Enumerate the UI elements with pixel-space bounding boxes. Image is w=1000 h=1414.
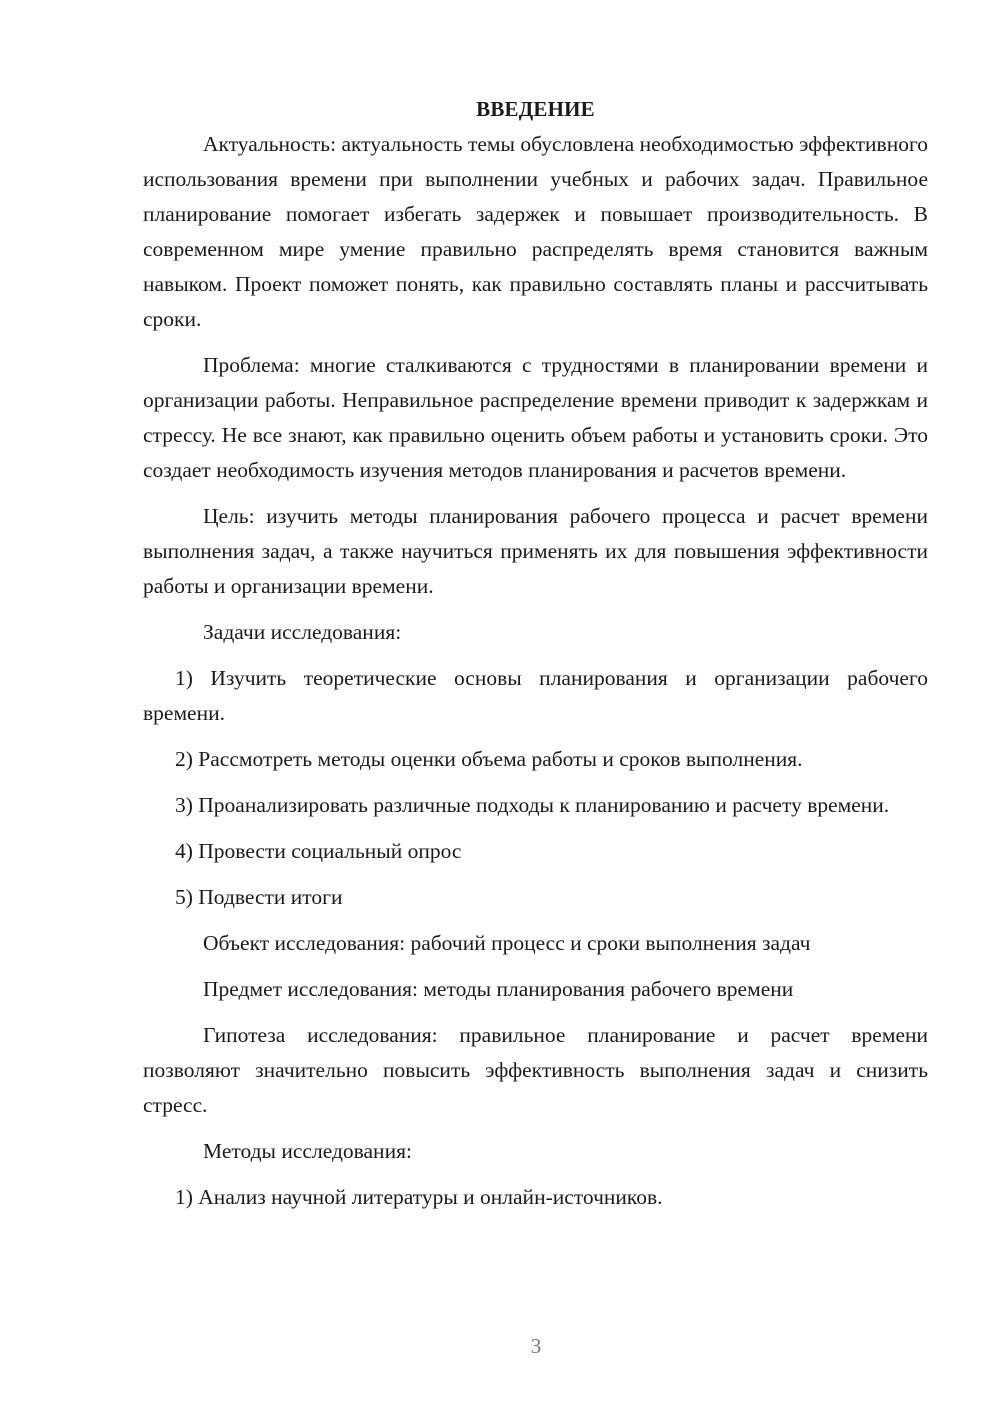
task-item-2: 2) Рассмотреть методы оценки объема работы и сроков выполнения. [175, 747, 803, 771]
problem-paragraph: Проблема: многие сталкиваются с трудностями в планировании времени и организации работы. Неправильное распределение времени приводит к задержкам и стрессу. Не все знают, как правильно оценить объем работы и установить сроки. Это создает необходимость изучения методов планирования и расчетов времени. [143, 353, 928, 482]
hypothesis-paragraph: Гипотеза исследования: правильное планирование и расчет времени позволяют значительно повысить эффективность выполнения задач и снизить стресс. [143, 1023, 928, 1117]
tasks-heading: Задачи исследования: [203, 620, 402, 644]
task-item-1: 1) Изучить теоретические основы планирования и организации рабочего времени. [143, 666, 928, 725]
subject-paragraph: Предмет исследования: методы планирования рабочего времени [203, 977, 794, 1001]
section-title: ВВЕДЕНИЕ [476, 97, 595, 121]
page-content [143, 92, 928, 1215]
task-item-5: 5) Подвести итоги [175, 885, 343, 909]
method-item-1: 1) Анализ научной литературы и онлайн-источников. [175, 1185, 663, 1209]
page-number: 3 [530, 1334, 542, 1358]
goal-paragraph: Цель: изучить методы планирования рабочего процесса и расчет времени выполнения задач, а также научиться применять их для повышения эффективности работы и организации времени. [143, 504, 928, 598]
object-paragraph: Объект исследования: рабочий процесс и сроки выполнения задач [203, 931, 811, 955]
relevance-paragraph: Актуальность: актуальность темы обусловлена необходимостью эффективного использования времени при выполнении учебных и рабочих задач. Правильное планирование помогает избегать задержек и повышает производительность. В современном мире умение правильно распределять время становится важным навыком. Проект поможет понять, как правильно составлять планы и рассчитывать сроки. [143, 132, 928, 331]
task-item-3: 3) Проанализировать различные подходы к планированию и расчету времени. [175, 793, 890, 817]
task-item-4: 4) Провести социальный опрос [175, 839, 462, 863]
methods-heading: Методы исследования: [203, 1139, 412, 1163]
